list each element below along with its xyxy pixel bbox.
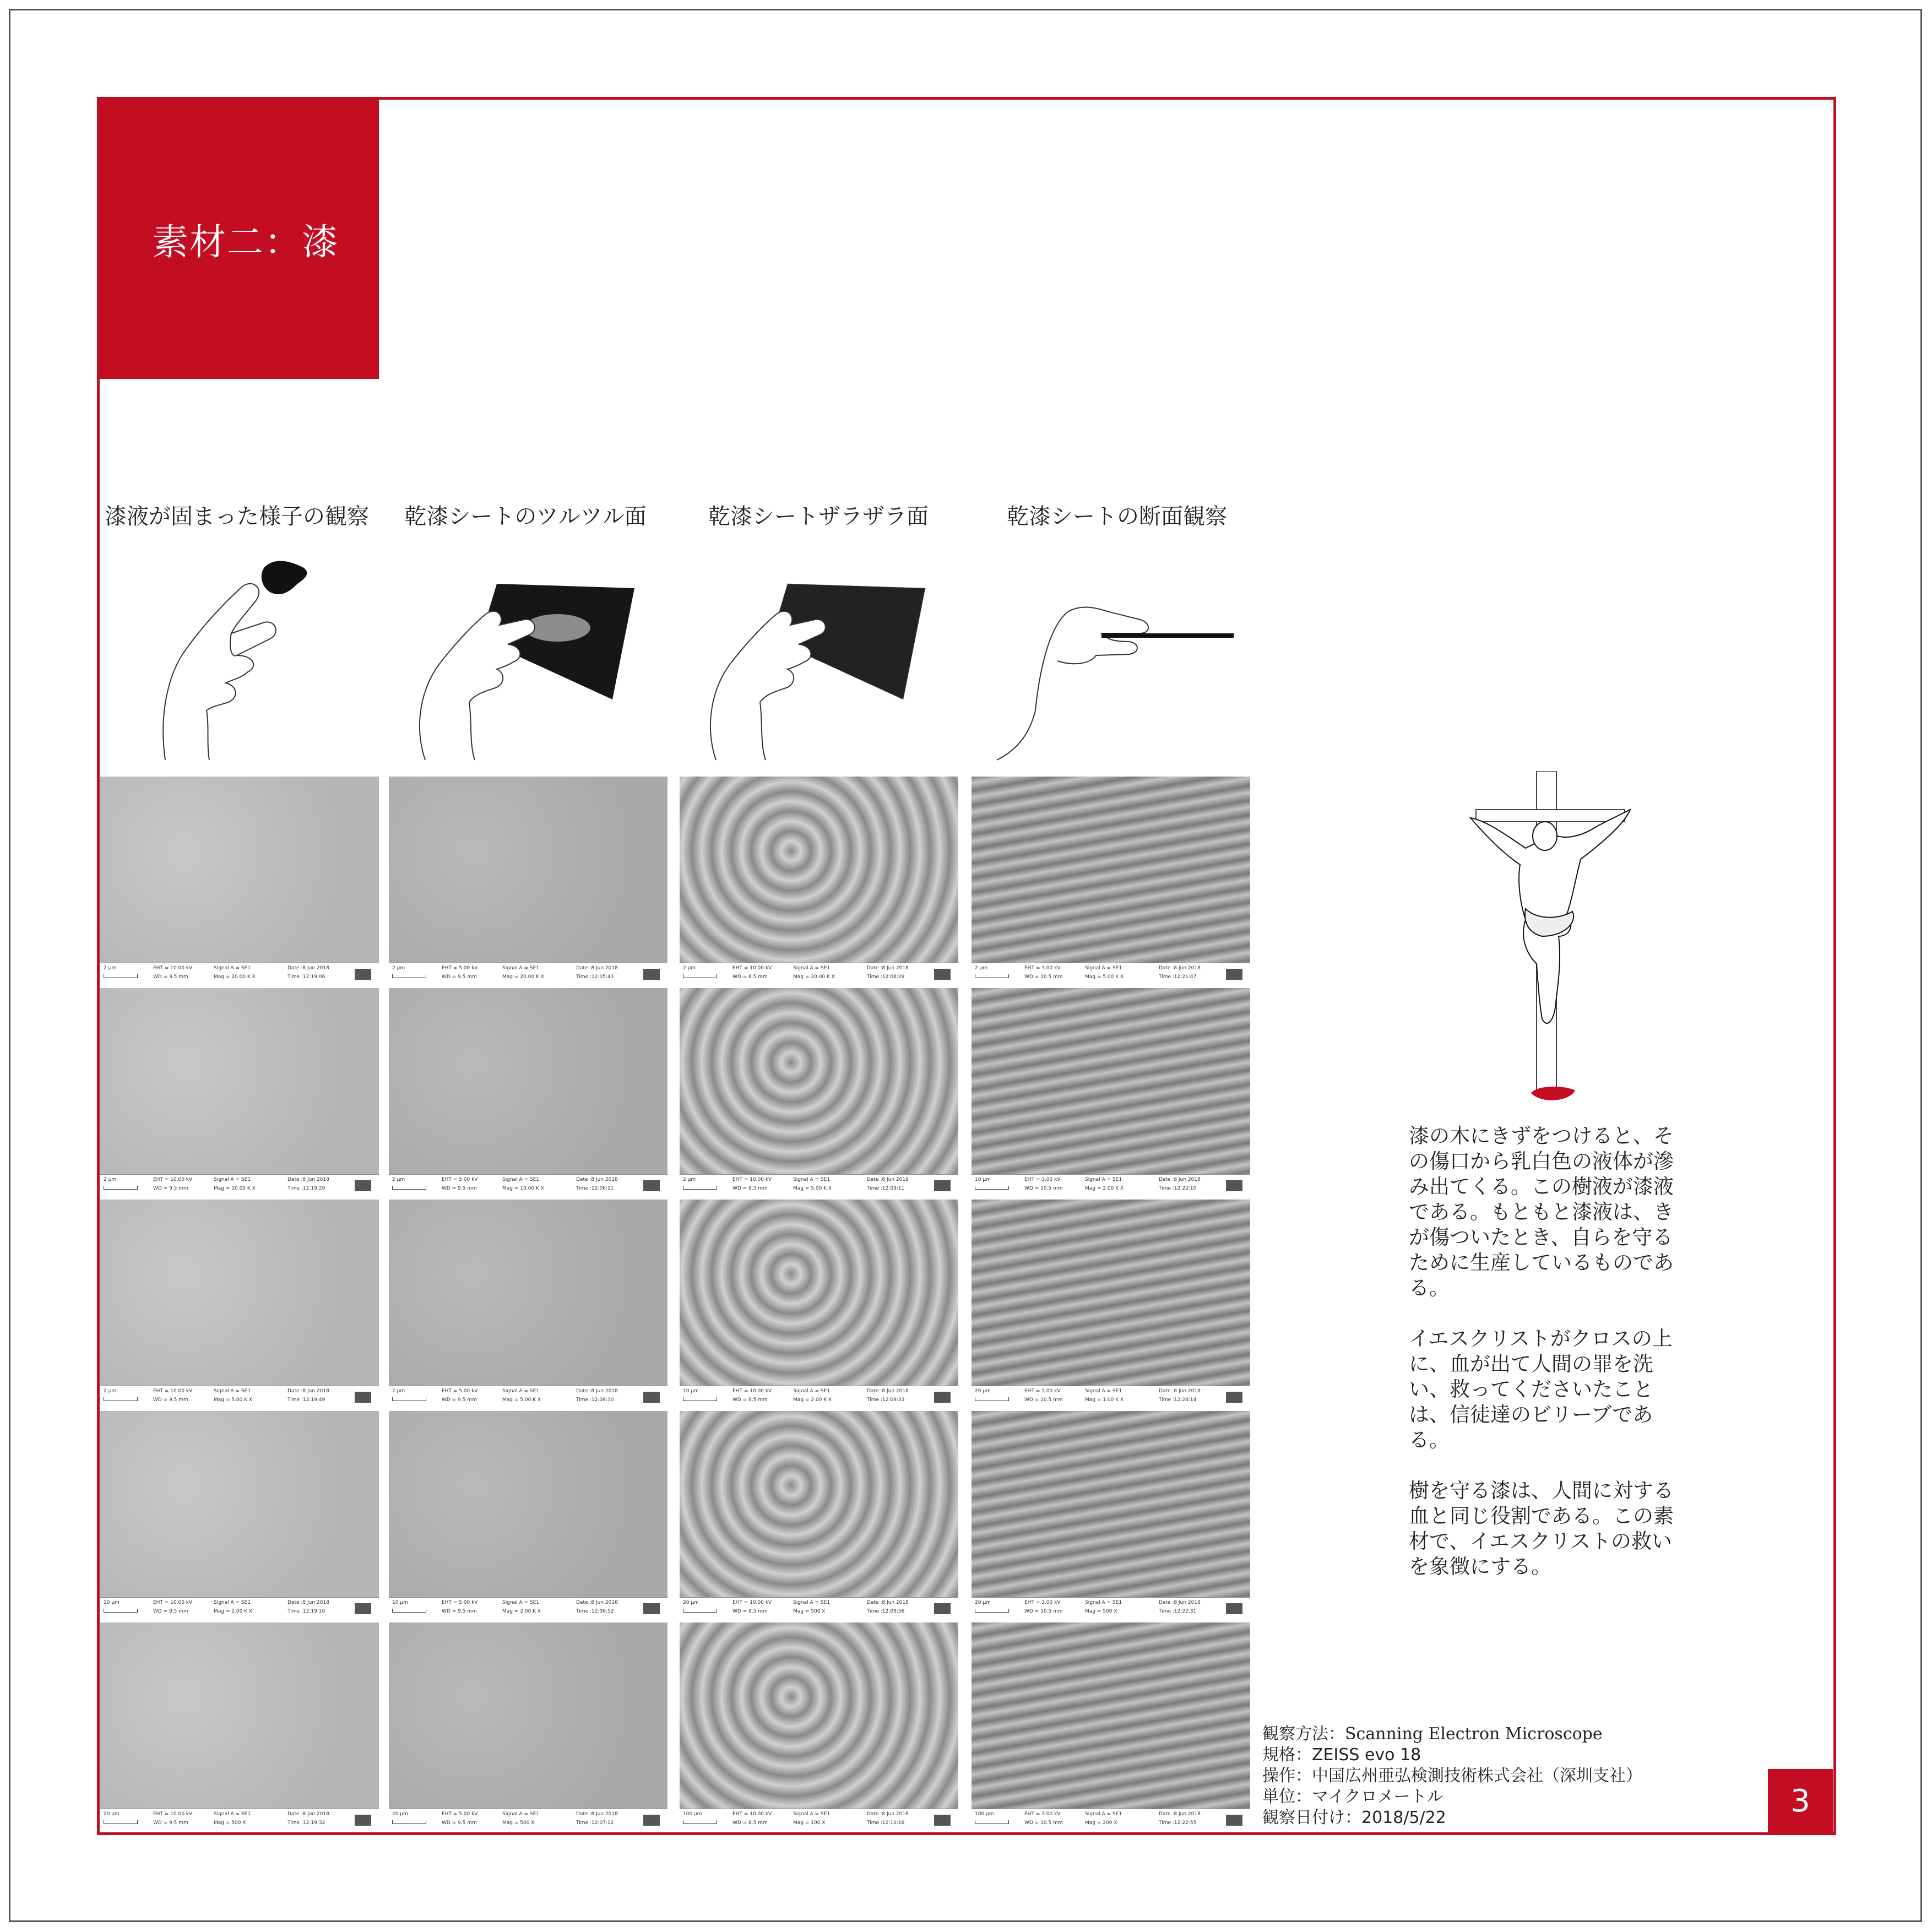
zeiss-logo-icon <box>1226 969 1242 980</box>
sem-scale-label: 100 μm <box>975 1811 994 1817</box>
zeiss-logo-icon <box>355 1603 371 1614</box>
scale-bar <box>392 1186 426 1190</box>
zeiss-logo-icon <box>1226 1180 1242 1191</box>
sem-image <box>972 1622 1250 1831</box>
sem-wd-label: WD = 8.5 mm <box>732 1820 768 1826</box>
sem-date-label: Date :8 Jun 2018 <box>287 1388 329 1394</box>
sem-wd-label: WD = 8.5 mm <box>732 1186 768 1191</box>
sem-eht-label: EHT = 3.00 kV <box>1024 1177 1061 1182</box>
sem-time-label: Time :12:22:55 <box>1159 1820 1197 1826</box>
sem-time-label: Time :12:22:31 <box>1159 1609 1197 1614</box>
sem-mag-label: Mag = 5.00 K X <box>1085 974 1124 980</box>
sem-wd-label: WD = 9.5 mm <box>153 1820 188 1826</box>
sem-wd-label: WD = 9.5 mm <box>442 1609 477 1614</box>
sem-mag-label: Mag = 2.00 K X <box>214 1609 253 1614</box>
sem-scale-label: 2 μm <box>683 1177 696 1182</box>
sem-time-label: Time :12:10:16 <box>867 1820 905 1826</box>
sem-date-label: Date :8 Jun 2018 <box>287 1177 329 1182</box>
sem-image <box>680 1622 958 1831</box>
sem-scale-label: 20 μm <box>392 1811 408 1817</box>
sem-date-label: Date :8 Jun 2018 <box>867 1811 909 1817</box>
title-block <box>97 97 379 379</box>
scale-bar <box>683 1186 717 1190</box>
scale-bar <box>975 974 1009 978</box>
sem-mag-label: Mag = 2.00 K X <box>502 1609 541 1614</box>
sem-signal-label: Signal A = SE1 <box>793 1811 831 1817</box>
sem-wd-label: WD = 10.5 mm <box>1024 1609 1063 1614</box>
zeiss-logo-icon <box>643 1815 660 1826</box>
sem-image <box>389 988 667 1196</box>
sem-time-label: Time :12:22:10 <box>1159 1186 1197 1191</box>
sem-wd-label: WD = 10.5 mm <box>1024 1186 1063 1191</box>
sem-date-label: Date :8 Jun 2018 <box>576 1811 618 1817</box>
sem-mag-label: Mag = 2.00 K X <box>1085 1186 1124 1191</box>
sem-eht-label: EHT = 3.00 kV <box>1024 1811 1061 1817</box>
sem-eht-label: EHT = 10.00 kV <box>732 1600 772 1605</box>
column-title-3: 乾漆シートザラザラ面 <box>708 504 929 529</box>
scale-bar <box>975 1397 1009 1401</box>
sem-signal-label: Signal A = SE1 <box>214 1811 251 1817</box>
sem-signal-label: Signal A = SE1 <box>793 1177 831 1182</box>
sem-mag-label: Mag = 20.00 K X <box>214 974 256 980</box>
sem-time-label: Time :12:09:11 <box>867 1186 905 1191</box>
sem-eht-label: EHT = 5.00 kV <box>442 1388 478 1394</box>
sem-eht-label: EHT = 10.00 kV <box>732 1811 772 1817</box>
sem-signal-label: Signal A = SE1 <box>1085 1388 1122 1394</box>
sem-signal-label: Signal A = SE1 <box>1085 965 1122 971</box>
sem-image <box>100 988 379 1196</box>
sem-date-label: Date :8 Jun 2018 <box>1159 1811 1201 1817</box>
sem-time-label: Time :12:24:14 <box>1159 1397 1197 1403</box>
sem-image <box>100 1200 379 1408</box>
sem-image <box>680 777 958 985</box>
sem-date-label: Date :8 Jun 2018 <box>1159 965 1201 971</box>
sem-image <box>680 988 958 1196</box>
zeiss-logo-icon <box>934 1603 951 1614</box>
sem-time-label: Time :12:09:56 <box>867 1609 905 1614</box>
sem-eht-label: EHT = 5.00 kV <box>442 965 478 971</box>
sem-signal-label: Signal A = SE1 <box>793 1600 831 1605</box>
sem-wd-label: WD = 10.5 mm <box>1024 1820 1063 1826</box>
sem-wd-label: WD = 10.5 mm <box>1024 974 1063 980</box>
sem-signal-label: Signal A = SE1 <box>1085 1600 1122 1605</box>
sem-scale-label: 20 μm <box>683 1600 699 1605</box>
sem-image <box>972 777 1250 985</box>
sem-mag-label: Mag = 10.00 K X <box>502 1186 544 1191</box>
sem-eht-label: EHT = 10.00 kV <box>732 1388 772 1394</box>
zeiss-logo-icon <box>355 969 371 980</box>
sem-mag-label: Mag = 2.00 K X <box>793 1397 832 1403</box>
column-title-4: 乾漆シートの断面観察 <box>1007 504 1227 529</box>
sem-eht-label: EHT = 10.00 kV <box>732 965 772 971</box>
sem-mag-label: Mag = 500 X <box>793 1609 826 1614</box>
sem-scale-label: 2 μm <box>104 1388 117 1394</box>
sem-date-label: Date :8 Jun 2018 <box>576 965 618 971</box>
sem-time-label: Time :12:06:11 <box>576 1186 614 1191</box>
sem-image <box>389 1411 667 1619</box>
sem-time-label: Time :12:06:30 <box>576 1397 614 1403</box>
scale-bar <box>975 1820 1009 1824</box>
sem-eht-label: EHT = 3.00 kV <box>1024 1388 1061 1394</box>
paragraph-3: 樹を守る漆は、人間に対する血と同じ役割である。この素材で、イエスクリストの救いを象徴にする。 <box>1409 1479 1674 1578</box>
column-title-1: 漆液が固まった様子の観察 <box>105 504 369 529</box>
sem-scale-label: 10 μm <box>104 1600 120 1605</box>
sem-scale-label: 2 μm <box>975 965 988 971</box>
sem-signal-label: Signal A = SE1 <box>214 965 251 971</box>
scale-bar <box>392 974 426 978</box>
spec-date: 観察日付け：2018/5/22 <box>1262 1808 1446 1827</box>
sem-wd-label: WD = 9.5 mm <box>442 1820 477 1826</box>
sem-scale-label: 100 μm <box>683 1811 702 1817</box>
sem-image <box>389 1622 667 1831</box>
sem-signal-label: Signal A = SE1 <box>1085 1811 1122 1817</box>
sem-mag-label: Mag = 20.00 K X <box>793 974 835 980</box>
scale-bar <box>975 1609 1009 1613</box>
sem-time-label: Time :12:21:47 <box>1159 974 1197 980</box>
sem-date-label: Date :8 Jun 2018 <box>867 1388 909 1394</box>
observation-specs <box>1262 1724 1642 1828</box>
page-title: 素材二：漆 <box>152 221 339 263</box>
sem-mag-label: Mag = 10.00 K X <box>214 1186 256 1191</box>
sem-wd-label: WD = 9.5 mm <box>153 1397 188 1403</box>
sem-mag-label: Mag = 500 X <box>214 1820 246 1826</box>
sem-eht-label: EHT = 10.00 kV <box>153 965 193 971</box>
scale-bar <box>104 974 138 978</box>
sem-wd-label: WD = 9.5 mm <box>442 1397 477 1403</box>
sem-time-label: Time :12:19:06 <box>287 974 325 980</box>
sem-date-label: Date :8 Jun 2018 <box>1159 1177 1201 1182</box>
spec-method: 観察方法：Scanning Electron Microscope <box>1262 1724 1603 1744</box>
scale-bar <box>683 974 717 978</box>
sem-mag-label: Mag = 500 X <box>1085 1609 1117 1614</box>
sem-signal-label: Signal A = SE1 <box>502 965 540 971</box>
scale-bar <box>392 1820 426 1824</box>
zeiss-logo-icon <box>355 1180 371 1191</box>
sem-image <box>680 1200 958 1408</box>
sem-scale-label: 2 μm <box>392 1388 405 1394</box>
sem-image <box>100 777 379 985</box>
sem-date-label: Date :8 Jun 2018 <box>576 1388 618 1394</box>
sem-eht-label: EHT = 3.00 kV <box>1024 965 1061 971</box>
sem-eht-label: EHT = 5.00 kV <box>442 1177 478 1182</box>
zeiss-logo-icon <box>1226 1392 1242 1403</box>
paragraph-1: 漆の木にきずをつけると、その傷口から乳白色の液体が滲み出てくる。この樹液が漆液である。もともと漆液は、きが傷ついたとき、自らを守るために生産しているものである。 <box>1409 1124 1674 1300</box>
zeiss-logo-icon <box>1226 1603 1242 1614</box>
page-number: 3 <box>1768 1769 1833 1834</box>
sem-date-label: Date :8 Jun 2018 <box>287 1811 329 1817</box>
sem-date-label: Date :8 Jun 2018 <box>576 1600 618 1605</box>
sem-scale-label: 20 μm <box>104 1811 120 1817</box>
sem-signal-label: Signal A = SE1 <box>502 1811 540 1817</box>
sem-scale-label: 10 μm <box>975 1177 991 1182</box>
scale-bar <box>683 1397 717 1401</box>
sem-signal-label: Signal A = SE1 <box>502 1600 540 1605</box>
zeiss-logo-icon <box>934 1815 951 1826</box>
sem-scale-label: 2 μm <box>683 965 696 971</box>
scale-bar <box>683 1609 717 1613</box>
spec-model: 規格：ZEISS evo 18 <box>1262 1745 1421 1765</box>
sem-time-label: Time :12:19:49 <box>287 1397 325 1403</box>
description-text <box>1409 1124 1684 1605</box>
sem-mag-label: Mag = 1.00 K X <box>1085 1397 1124 1403</box>
sem-image <box>972 988 1250 1196</box>
zeiss-logo-icon <box>643 969 660 980</box>
hand-holding-lump-illustration <box>99 545 386 766</box>
crucifix-illustration <box>1454 771 1652 1112</box>
sem-eht-label: EHT = 10.00 kV <box>153 1811 193 1817</box>
sem-eht-label: EHT = 3.00 kV <box>1024 1600 1061 1605</box>
sem-mag-label: Mag = 200 X <box>1085 1820 1117 1826</box>
paragraph-2: イエスクリストがクロスの上に、血が出て人間の罪を洗い、救ってくださいたことは、信徒達のビリーブである。 <box>1409 1327 1673 1452</box>
sem-wd-label: WD = 9.5 mm <box>442 1186 477 1191</box>
sem-scale-label: 2 μm <box>392 1177 405 1182</box>
zeiss-logo-icon <box>934 969 951 980</box>
sem-signal-label: Signal A = SE1 <box>214 1600 251 1605</box>
sem-image <box>389 777 667 985</box>
sem-mag-label: Mag = 500 X <box>502 1820 535 1826</box>
zeiss-logo-icon <box>643 1392 660 1403</box>
scale-bar <box>104 1186 138 1190</box>
sem-date-label: Date :8 Jun 2018 <box>287 965 329 971</box>
spec-operator: 操作：中国広州亜弘検測技術株式会社（深圳支社） <box>1262 1766 1642 1786</box>
sem-wd-label: WD = 8.5 mm <box>732 1397 768 1403</box>
sem-image <box>100 1622 379 1831</box>
sem-wd-label: WD = 8.5 mm <box>732 1609 768 1614</box>
zeiss-logo-icon <box>355 1392 371 1403</box>
sem-mag-label: Mag = 5.00 K X <box>214 1397 253 1403</box>
sem-eht-label: EHT = 5.00 kV <box>442 1811 478 1817</box>
sem-signal-label: Signal A = SE1 <box>793 965 831 971</box>
sem-scale-label: 20 μm <box>975 1388 991 1394</box>
zeiss-logo-icon <box>643 1180 660 1191</box>
sem-mag-label: Mag = 5.00 K X <box>793 1186 832 1191</box>
hand-holding-sheet-edge-illustration <box>986 545 1272 766</box>
sem-image <box>389 1200 667 1408</box>
spec-unit: 単位：マイクロメートル <box>1262 1787 1443 1806</box>
scale-bar <box>104 1820 138 1824</box>
zeiss-logo-icon <box>643 1603 660 1614</box>
sem-date-label: Date :8 Jun 2018 <box>576 1177 618 1182</box>
sem-wd-label: WD = 9.5 mm <box>153 1186 188 1191</box>
sem-date-label: Date :8 Jun 2018 <box>1159 1600 1201 1605</box>
zeiss-logo-icon <box>934 1392 951 1403</box>
sem-date-label: Date :8 Jun 2018 <box>867 1600 909 1605</box>
sem-time-label: Time :12:09:33 <box>867 1397 905 1403</box>
sem-wd-label: WD = 8.5 mm <box>732 974 768 980</box>
scale-bar <box>975 1186 1009 1190</box>
sem-time-label: Time :12:19:10 <box>287 1609 325 1614</box>
sem-date-label: Date :8 Jun 2018 <box>867 965 909 971</box>
sem-scale-label: 10 μm <box>392 1600 408 1605</box>
sem-wd-label: WD = 9.5 mm <box>153 974 188 980</box>
sem-scale-label: 2 μm <box>392 965 405 971</box>
sem-scale-label: 10 μm <box>683 1388 699 1394</box>
sem-mag-label: Mag = 20.00 K X <box>502 974 544 980</box>
sem-time-label: Time :12:06:52 <box>576 1609 614 1614</box>
scale-bar <box>104 1397 138 1401</box>
column-title-2: 乾漆シートのツルツル面 <box>404 504 647 529</box>
sem-eht-label: EHT = 10.00 kV <box>153 1388 193 1394</box>
sem-wd-label: WD = 9.5 mm <box>153 1609 188 1614</box>
zeiss-logo-icon <box>934 1180 951 1191</box>
scale-bar <box>392 1397 426 1401</box>
sem-time-label: Time :12:19:29 <box>287 1186 325 1191</box>
sem-eht-label: EHT = 10.00 kV <box>153 1177 193 1182</box>
sem-image <box>100 1411 379 1619</box>
sem-eht-label: EHT = 5.00 kV <box>442 1600 478 1605</box>
zeiss-logo-icon <box>1226 1815 1242 1826</box>
sem-image <box>680 1411 958 1619</box>
hand-holding-smooth-sheet-illustration <box>392 545 679 766</box>
sem-scale-label: 20 μm <box>975 1600 991 1605</box>
hand-holding-rough-sheet-illustration <box>683 545 969 766</box>
sem-time-label: Time :12:07:12 <box>576 1820 614 1826</box>
sem-time-label: Time :12:05:43 <box>576 974 614 980</box>
sem-eht-label: EHT = 10.00 kV <box>732 1177 772 1182</box>
sem-date-label: Date :8 Jun 2018 <box>1159 1388 1201 1394</box>
sem-signal-label: Signal A = SE1 <box>793 1388 831 1394</box>
sem-eht-label: EHT = 10.00 kV <box>153 1600 193 1605</box>
sem-signal-label: Signal A = SE1 <box>502 1177 540 1182</box>
sem-scale-label: 2 μm <box>104 965 117 971</box>
scale-bar <box>392 1609 426 1613</box>
sem-signal-label: Signal A = SE1 <box>502 1388 540 1394</box>
sem-image <box>972 1200 1250 1408</box>
sem-signal-label: Signal A = SE1 <box>214 1177 251 1182</box>
sem-date-label: Date :8 Jun 2018 <box>287 1600 329 1605</box>
sem-time-label: Time :12:19:32 <box>287 1820 325 1826</box>
sem-scale-label: 2 μm <box>104 1177 117 1182</box>
sem-image <box>972 1411 1250 1619</box>
sem-wd-label: WD = 9.5 mm <box>442 974 477 980</box>
scale-bar <box>104 1609 138 1613</box>
sem-mag-label: Mag = 5.00 K X <box>502 1397 541 1403</box>
sem-wd-label: WD = 10.5 mm <box>1024 1397 1063 1403</box>
sem-signal-label: Signal A = SE1 <box>1085 1177 1122 1182</box>
zeiss-logo-icon <box>355 1815 371 1826</box>
sem-date-label: Date :8 Jun 2018 <box>867 1177 909 1182</box>
sem-signal-label: Signal A = SE1 <box>214 1388 251 1394</box>
sem-time-label: Time :12:08:29 <box>867 974 905 980</box>
scale-bar <box>683 1820 717 1824</box>
sem-mag-label: Mag = 100 X <box>793 1820 826 1826</box>
